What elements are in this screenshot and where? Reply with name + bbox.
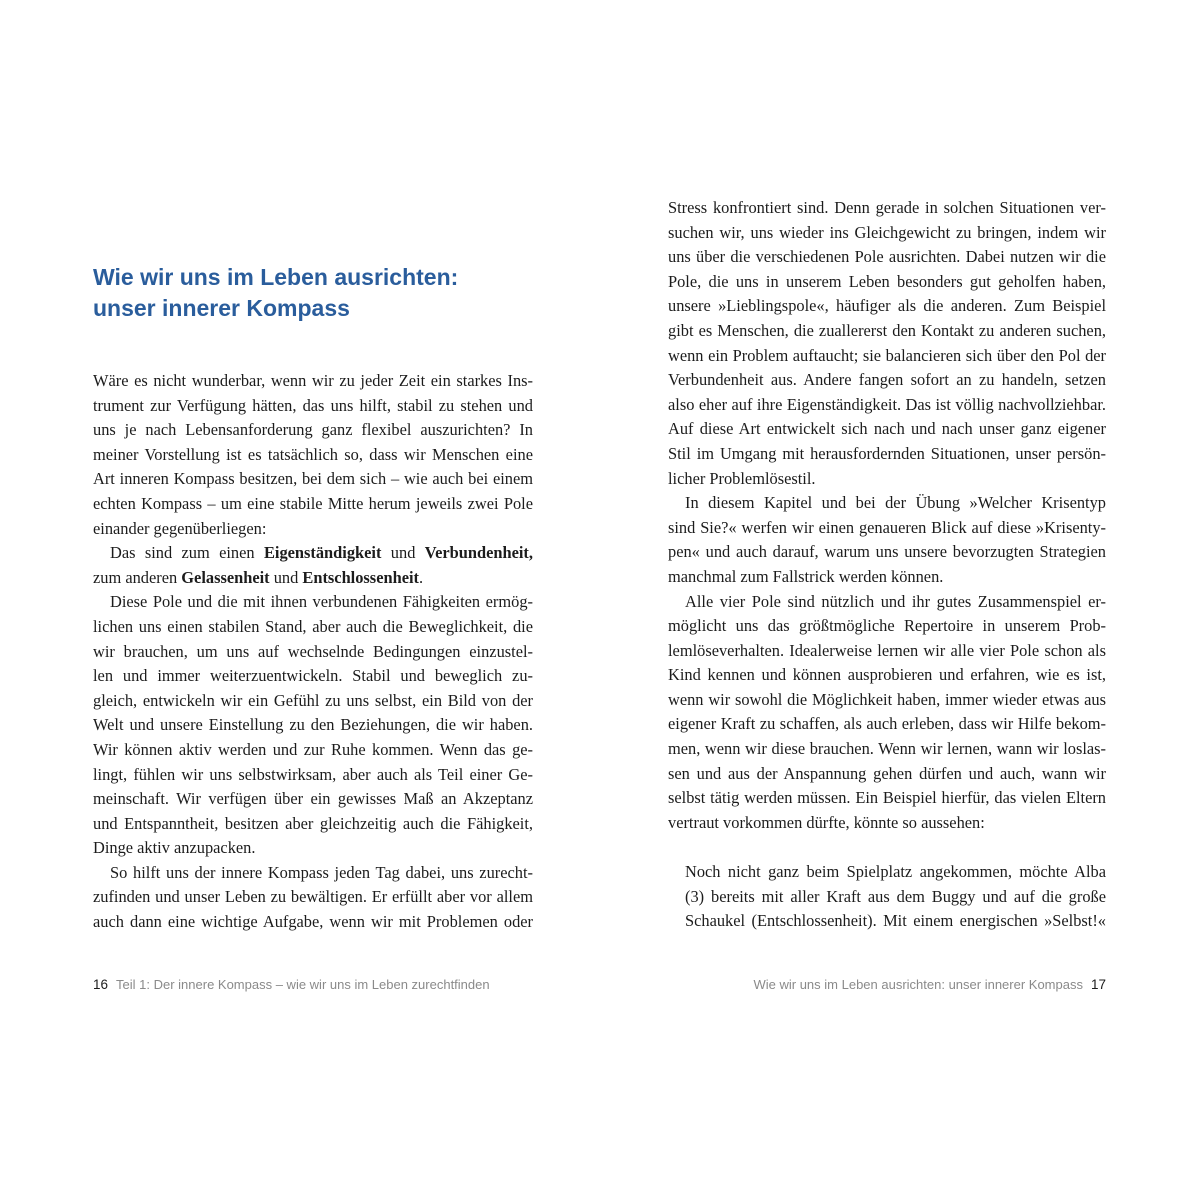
- right-page-footer: [753, 976, 1106, 994]
- text-line: sen und aus der Anspannung gehen dürfen und auch, wann wir: [668, 763, 1106, 783]
- text-line: (3) bereits mit aller Kraft aus dem Buggy und auf die große: [685, 886, 1106, 906]
- left-body-text: [93, 369, 533, 935]
- text-line: Welt und unsere Einstellung zu den Beziehungen, die wir haben.: [93, 715, 533, 735]
- pole-verbundenheit: Verbundenheit,: [424, 543, 533, 563]
- text-line: Art inneren Kompass besitzen, bei dem sich – wie auch bei einem: [93, 469, 533, 489]
- text-line: Wir können aktiv werden und zur Ruhe kommen. Wenn das ge-: [93, 739, 533, 759]
- heading-line: unser innerer Kompass: [93, 295, 350, 321]
- text-line: wenn ein Problem auftaucht; sie balancieren sich über den Pol der: [668, 345, 1106, 365]
- right-body-text: [668, 196, 1106, 934]
- text-line: echten Kompass – um eine stabile Mitte herum jeweils zwei Pole: [93, 493, 533, 513]
- pole-gelassenheit: Gelassenheit: [181, 567, 270, 587]
- page-number: 16: [93, 977, 109, 992]
- text-line: Das sind zum einen Eigenständigkeit und Verbundenheit,: [110, 543, 533, 563]
- text-line: So hilft uns der innere Kompass jeden Tag dabei, uns zurecht-: [110, 862, 533, 882]
- text-line: manchmal zum Fallstrick werden können.: [668, 566, 944, 586]
- text-line: Pole, die uns in unserem Leben besonders gut geholfen haben,: [668, 271, 1106, 291]
- pole-eigenstaendigkeit: Eigenständigkeit: [263, 543, 382, 563]
- text-line: einander gegenüberliegen:: [93, 518, 267, 538]
- text-line: Stress konfrontiert sind. Denn gerade in solchen Situationen ver-: [668, 198, 1106, 217]
- text-line: lemlöseverhalten. Idealerweise lernen wir alle vier Pole schon als: [668, 640, 1106, 660]
- text-line: Alle vier Pole sind nützlich und ihr gutes Zusammenspiel er-: [685, 591, 1106, 611]
- paragraph-poles: [93, 541, 533, 590]
- right-page: [600, 0, 1200, 1200]
- text-line: meinschaft. Wir verfügen über ein gewisses Maß an Akzeptanz: [93, 789, 533, 809]
- page-number: 17: [1090, 977, 1106, 992]
- text-line: gleich, entwickeln wir ein Gefühl zu uns selbst, ein Bild von der: [93, 690, 533, 710]
- text-line: meiner Vorstellung ist es tatsächlich so, dass wir Menschen eine: [93, 444, 533, 464]
- text-line: und Entspanntheit, besitzen aber gleichzeitig auch die Fähigkeit,: [93, 813, 533, 833]
- text-line: pen« und auch darauf, warum uns unsere bevorzugten Strategien: [668, 542, 1106, 562]
- paragraph: [668, 590, 1106, 836]
- running-head: Wie wir uns im Leben ausrichten: unser innerer Kompass: [753, 977, 1083, 992]
- text-line: wenn wir sowohl die Möglichkeit haben, immer wieder etwas aus: [668, 689, 1106, 709]
- text-line: selbst tätig werden müssen. Ein Beispiel hierfür, das vielen Eltern: [668, 788, 1106, 808]
- text-line: Wäre es nicht wunderbar, wenn wir zu jeder Zeit ein starkes Ins-: [93, 371, 533, 390]
- text-line: zufinden und unser Leben zu bewältigen. Er erfüllt aber vor allem: [93, 887, 533, 907]
- text-line: also eher auf ihre Eigenständigkeit. Das ist völlig nachvollziehbar.: [668, 394, 1106, 414]
- text-line: Noch nicht ganz beim Spielplatz angekommen, möchte Alba: [685, 862, 1106, 882]
- text-line: Stil im Umgang mit herausfordernden Situationen, unser persön-: [668, 443, 1106, 463]
- text-line: sind Sie?« werfen wir einen genaueren Blick auf diese »Krisenty-: [668, 517, 1106, 537]
- text-line: licher Problemlösestil.: [668, 468, 816, 488]
- heading-line: Wie wir uns im Leben ausrichten:: [93, 264, 459, 290]
- text-line: Auf diese Art entwickelt sich nach und nach unser ganz eigener: [668, 419, 1106, 439]
- text-line: auch dann eine wichtige Aufgabe, wenn wir mit Problemen oder: [93, 912, 533, 932]
- running-head: Teil 1: Der innere Kompass – wie wir uns im Leben zurechtfinden: [116, 977, 490, 992]
- paragraph: [93, 861, 533, 935]
- text-line: lingt, fühlen wir uns selbstwirksam, aber auch als Teil einer Ge-: [93, 764, 533, 784]
- text-line: trument zur Verfügung hätten, das uns hilft, stabil zu stehen und: [93, 395, 533, 415]
- left-page-footer: [93, 976, 490, 994]
- paragraph: [668, 491, 1106, 589]
- text-line: möglicht uns das größtmögliche Repertoire in unserem Prob-: [668, 616, 1106, 636]
- chapter-heading: [93, 262, 553, 324]
- paragraph: [93, 590, 533, 861]
- text-line: Diese Pole und die mit ihnen verbundenen Fähigkeiten ermög-: [110, 592, 533, 612]
- text-line: uns je nach Lebensanforderung ganz flexibel auszurichten? In: [93, 420, 533, 440]
- text-line: Kind kennen und können ausprobieren und erfahren, wie es ist,: [668, 665, 1106, 685]
- text-line: unsere »Lieblingspole«, häufiger als die anderen. Zum Beispiel: [668, 296, 1106, 316]
- paragraph: [93, 369, 533, 541]
- text-line: Schaukel (Entschlossenheit). Mit einem energischen »Selbst!«: [685, 911, 1106, 931]
- text-line: len und immer weiterzuentwickeln. Stabil und beweglich zu-: [93, 666, 533, 686]
- text-line: wir brauchen, um uns auf wechselnde Bedingungen einzustel-: [93, 641, 533, 661]
- text-line: men, wenn wir diese brauchen. Wenn wir lernen, wann wir loslas-: [668, 739, 1106, 759]
- text-line: vertraut vorkommen dürfte, könnte so aussehen:: [668, 812, 985, 832]
- paragraph: [668, 196, 1106, 491]
- text-line: Dinge aktiv anzupacken.: [93, 838, 256, 858]
- text-line: gibt es Menschen, die zuallererst den Kontakt zu anderen suchen,: [668, 320, 1106, 340]
- text-line: eigener Kraft zu schaffen, als auch erleben, dass wir Hilfe bekom-: [668, 714, 1106, 734]
- text-line: zum anderen Gelassenheit und Entschlossenheit.: [93, 567, 424, 587]
- text-line: lichen uns einen stabilen Stand, aber auch die Beweglichkeit, die: [93, 616, 533, 636]
- text-line: Verbundenheit aus. Andere fangen sofort an zu handeln, setzen: [668, 370, 1106, 390]
- text-line: suchen wir, uns wieder ins Gleichgewicht zu bringen, indem wir: [668, 222, 1106, 242]
- pole-entschlossenheit: Entschlossenheit: [302, 567, 419, 587]
- example-block: [668, 860, 1106, 934]
- spacer: [668, 835, 1106, 860]
- text-line: In diesem Kapitel und bei der Übung »Welcher Krisentyp: [685, 493, 1106, 513]
- text-line: uns über die verschiedenen Pole ausrichten. Dabei nutzen wir die: [668, 247, 1106, 267]
